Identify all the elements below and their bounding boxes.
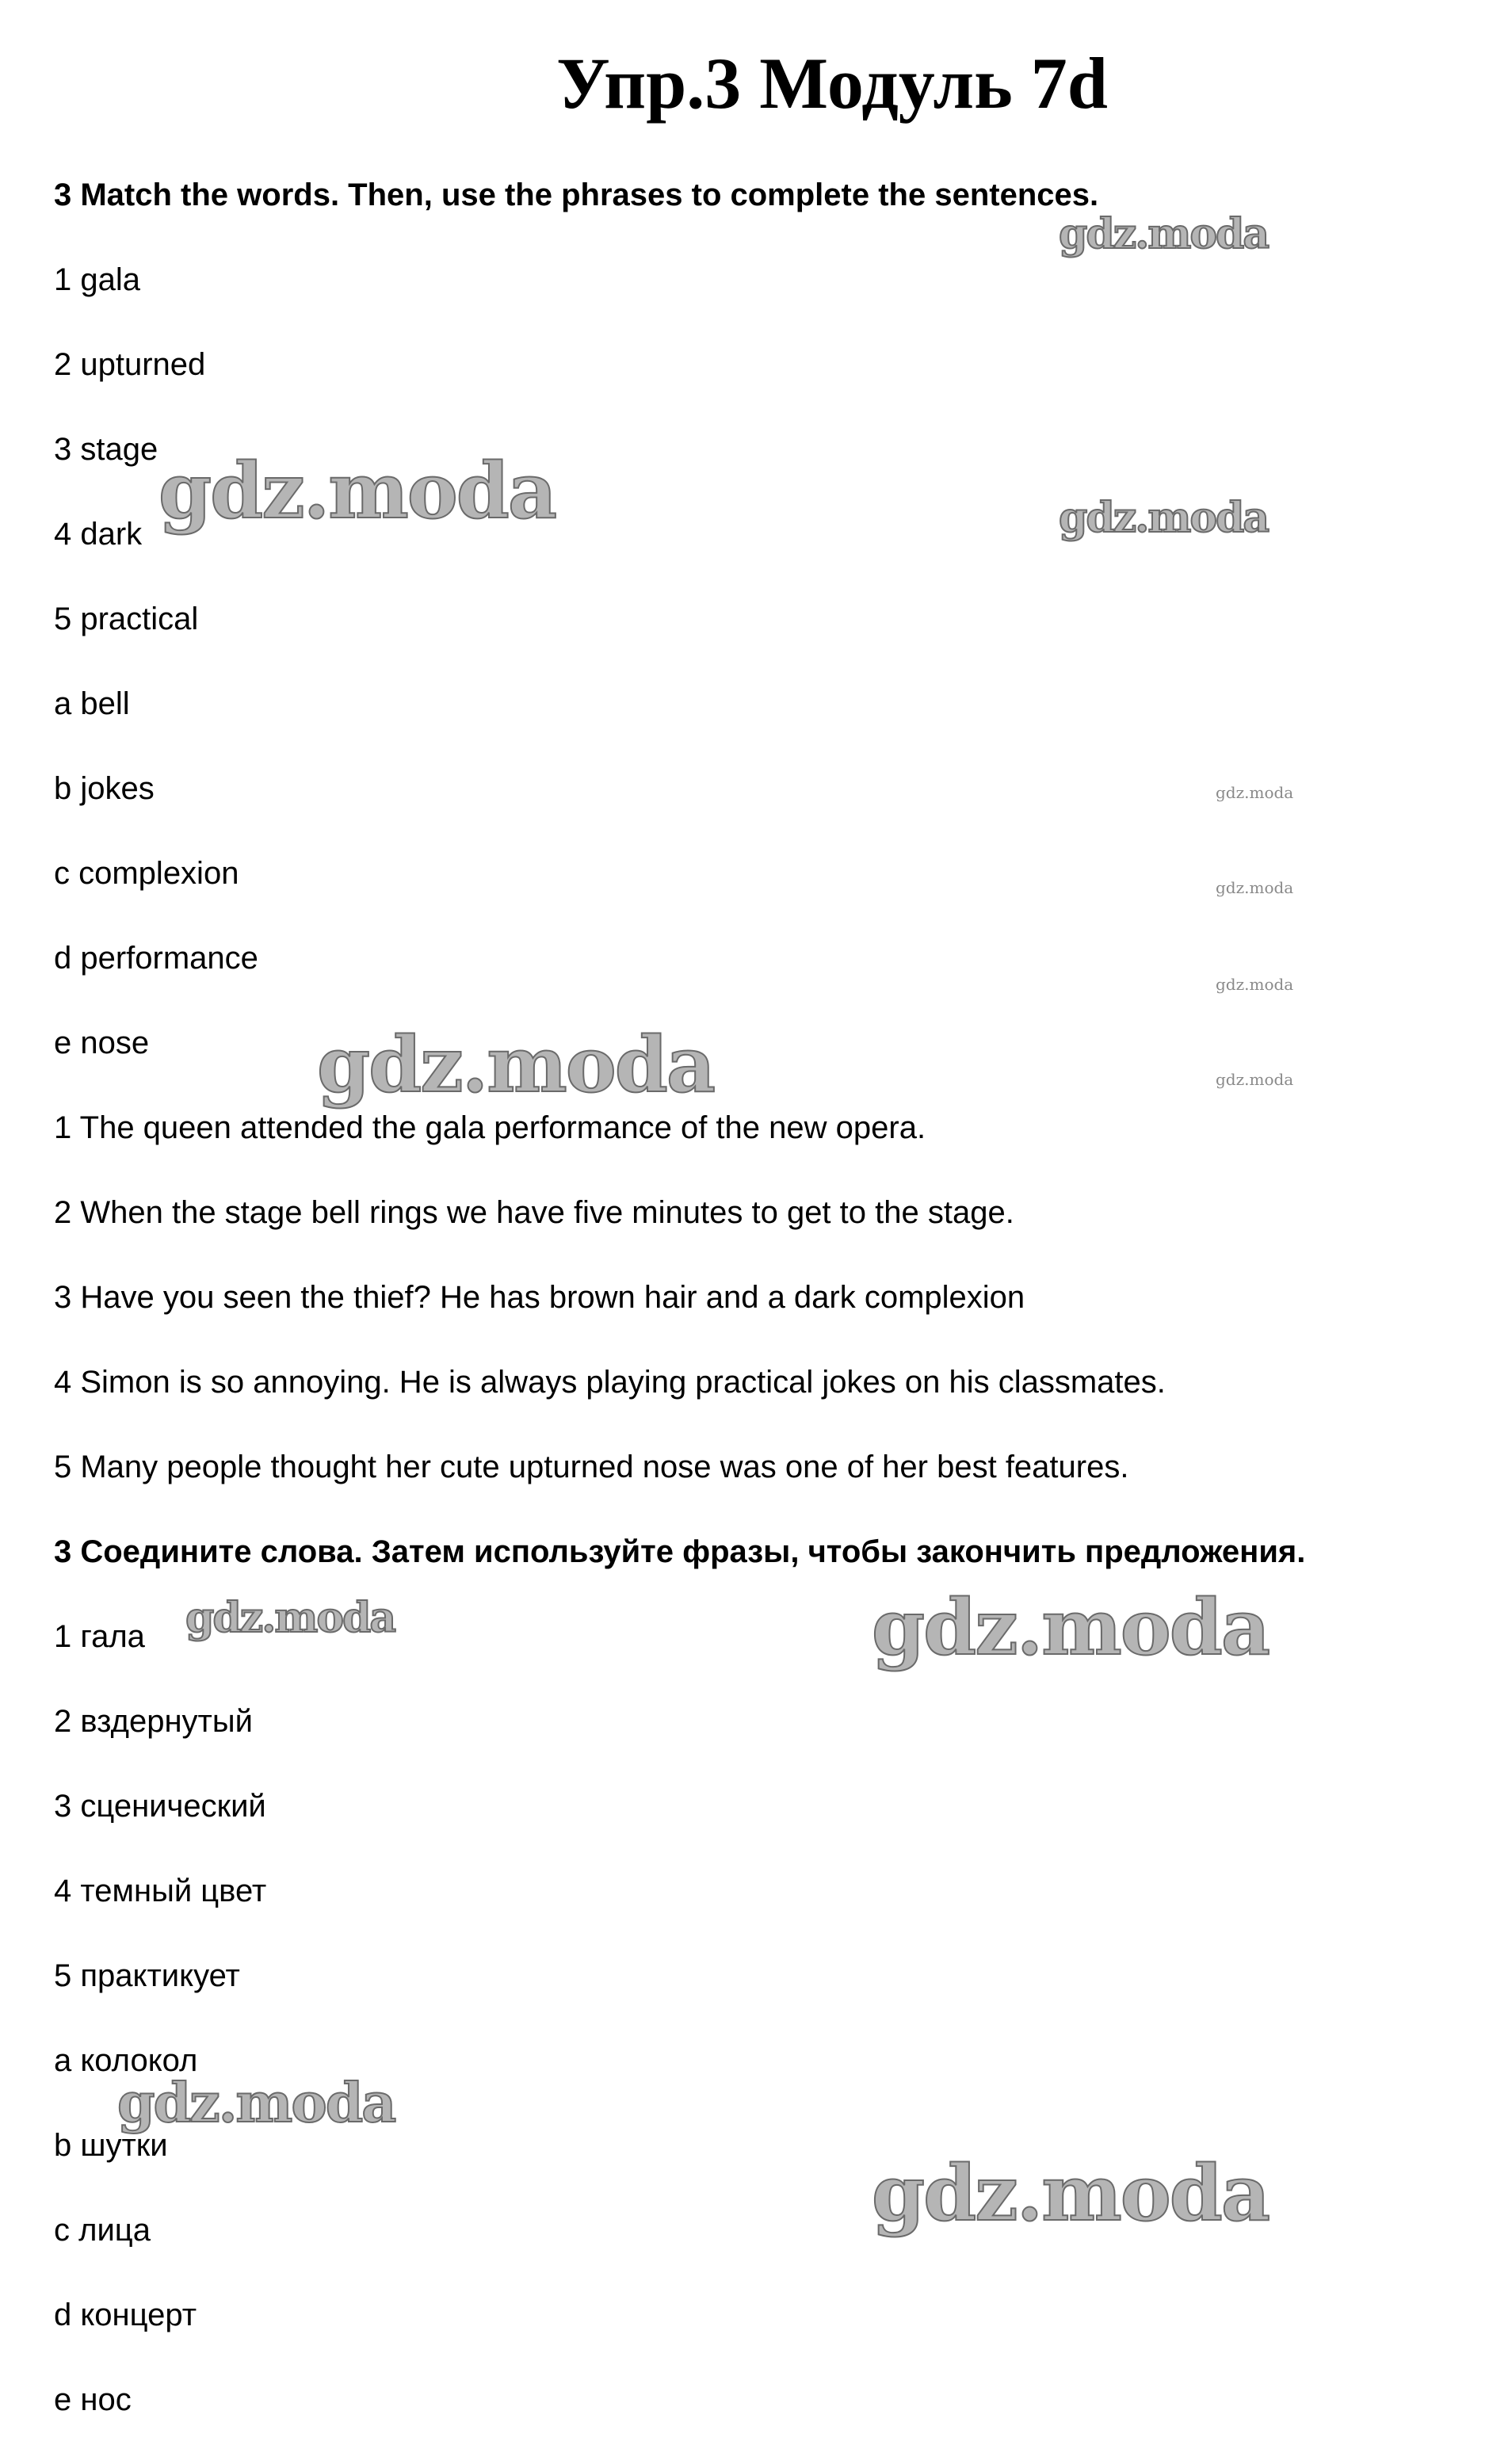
word-item: 5 практикует: [54, 1958, 240, 1993]
word-item: d концерт: [54, 2298, 197, 2332]
page-title: Упр.3 Модуль 7d: [556, 43, 1108, 124]
word-item: 1 gala: [54, 262, 140, 297]
watermark: gdz.moda: [158, 446, 556, 536]
word-item: e нос: [54, 2382, 132, 2417]
watermark: gdz.moda: [1216, 975, 1294, 994]
watermark: gdz.moda: [1216, 1070, 1294, 1089]
word-item: c complexion: [54, 856, 239, 891]
word-item: c лица: [54, 2213, 151, 2248]
sentence-item: 4 Simon is so annoying. He is always playing practical jokes on his classmates.: [54, 1365, 1166, 1400]
word-item: a bell: [54, 686, 130, 721]
word-item: 4 dark: [54, 517, 143, 552]
watermark: gdz.moda: [317, 1020, 715, 1110]
sentence-item: 2 When the stage bell rings we have five minutes to get to the stage.: [54, 1195, 1014, 1230]
sentence-item: 1 The queen attended the gala performance of the new opera.: [54, 1110, 926, 1145]
word-item: a колокол: [54, 2043, 198, 2078]
sentence-item: 3 Have you seen the thief? He has brown hair and a dark complexion: [54, 1280, 1025, 1315]
word-item: 5 practical: [54, 602, 199, 636]
watermark: gdz.moda: [185, 1594, 395, 1642]
exercise-heading-ru: 3 Соедините слова. Затем используйте фразы, чтобы закончить предложения.: [54, 1534, 1306, 1569]
word-item: e nose: [54, 1026, 150, 1060]
watermark: gdz.moda: [1059, 494, 1269, 542]
sentence-item: 5 Many people thought her cute upturned nose was one of her best features.: [54, 1450, 1129, 1484]
word-item: 1 гала: [54, 1619, 145, 1654]
word-item: 2 upturned: [54, 347, 206, 382]
word-item: 3 stage: [54, 432, 158, 467]
exercise-content: [54, 170, 1480, 2459]
watermark: gdz.moda: [1216, 878, 1294, 897]
word-item: 2 вздернутый: [54, 1704, 253, 1739]
watermark: gdz.moda: [1059, 210, 1269, 258]
word-item: b jokes: [54, 771, 155, 806]
watermark: gdz.moda: [872, 1583, 1270, 1672]
word-item: d performance: [54, 941, 258, 976]
exercise-heading-en: 3 Match the words. Then, use the phrases to complete the sentences.: [54, 178, 1099, 212]
word-item: 4 темный цвет: [54, 1874, 267, 1908]
watermark: gdz.moda: [117, 2072, 395, 2135]
watermark: gdz.moda: [872, 2149, 1270, 2238]
word-item: b шутки: [54, 2128, 168, 2163]
word-item: 3 сценический: [54, 1789, 266, 1824]
watermark: gdz.moda: [1216, 783, 1294, 802]
